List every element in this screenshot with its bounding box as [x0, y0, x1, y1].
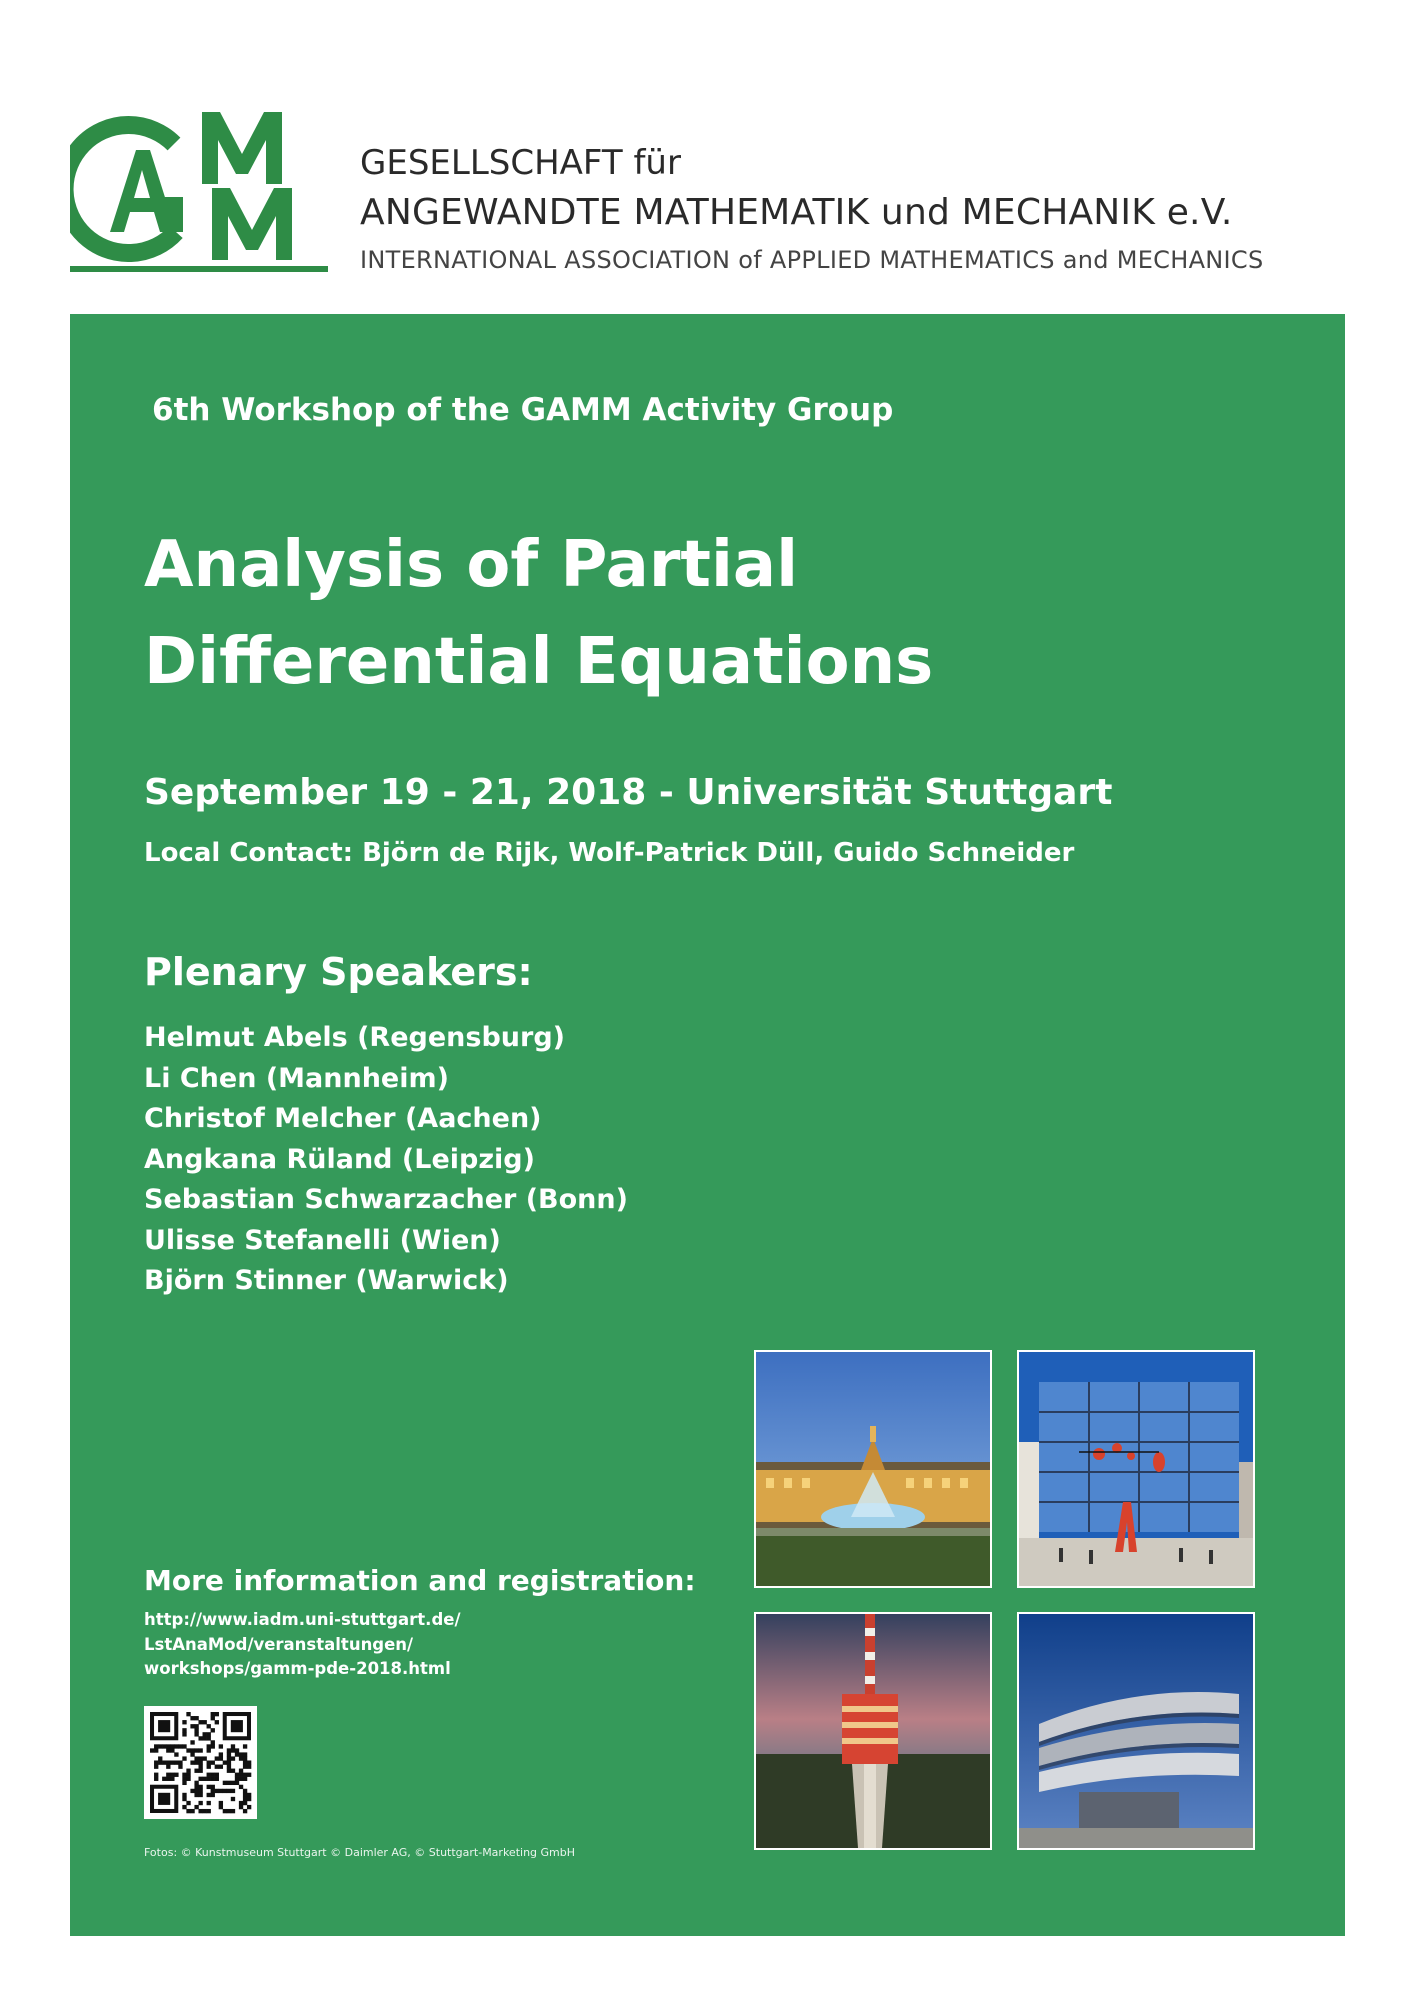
registration-link[interactable] — [144, 1608, 460, 1682]
speaker-item: Angkana Rüland (Leipzig) — [144, 1143, 535, 1175]
speaker-item: Christof Melcher (Aachen) — [144, 1103, 542, 1134]
gamm-logo — [70, 104, 328, 274]
plenary-speakers-heading: Plenary Speakers: — [144, 950, 533, 994]
workshop-subtitle: 6th Workshop of the GAMM Activity Group — [152, 392, 894, 428]
photo-mercedes-museum — [1017, 1612, 1255, 1850]
event-title-line2: Differential Equations — [144, 625, 934, 699]
speaker-list — [144, 1018, 628, 1302]
speaker-item: Ulisse Stefanelli (Wien) — [144, 1224, 501, 1256]
registration-url-line[interactable]: workshops/gamm-pde-2018.html — [144, 1659, 451, 1678]
org-name-english: INTERNATIONAL ASSOCIATION of APPLIED MATHEMATICS and MECHANICS — [360, 246, 1264, 274]
photo-tv-tower — [754, 1612, 992, 1850]
event-dates-location: September 19 - 21, 2018 - Universität Stuttgart — [144, 772, 1113, 813]
speaker-item: Sebastian Schwarzacher (Bonn) — [144, 1184, 628, 1215]
header — [0, 0, 1414, 300]
org-name-line1: GESELLSCHAFT für — [360, 143, 681, 183]
speaker-item: Li Chen (Mannheim) — [144, 1062, 449, 1094]
qr-code-pattern — [144, 1706, 257, 1819]
photo-palace-fountain — [754, 1350, 992, 1588]
photo-kunstmuseum — [1017, 1350, 1255, 1588]
registration-url-line[interactable]: http://www.iadm.uni-stuttgart.de/ — [144, 1610, 461, 1629]
poster-panel — [70, 314, 1345, 1936]
speaker-item: Helmut Abels (Regensburg) — [144, 1022, 565, 1053]
speaker-item: Björn Stinner (Warwick) — [144, 1265, 509, 1296]
photo-credits: Fotos: © Kunstmuseum Stuttgart © Daimler AG, © Stuttgart-Marketing GmbH — [144, 1846, 576, 1859]
registration-url-line[interactable]: LstAnaMod/veranstaltungen/ — [144, 1634, 414, 1654]
registration-heading: More information and registration: — [144, 1564, 696, 1597]
event-title-line1: Analysis of Partial — [144, 528, 799, 602]
local-contact: Local Contact: Björn de Rijk, Wolf-Patrick Düll, Guido Schneider — [144, 838, 1075, 868]
qr-code — [144, 1706, 257, 1819]
org-name-line2: ANGEWANDTE MATHEMATIK und MECHANIK e.V. — [360, 192, 1233, 233]
